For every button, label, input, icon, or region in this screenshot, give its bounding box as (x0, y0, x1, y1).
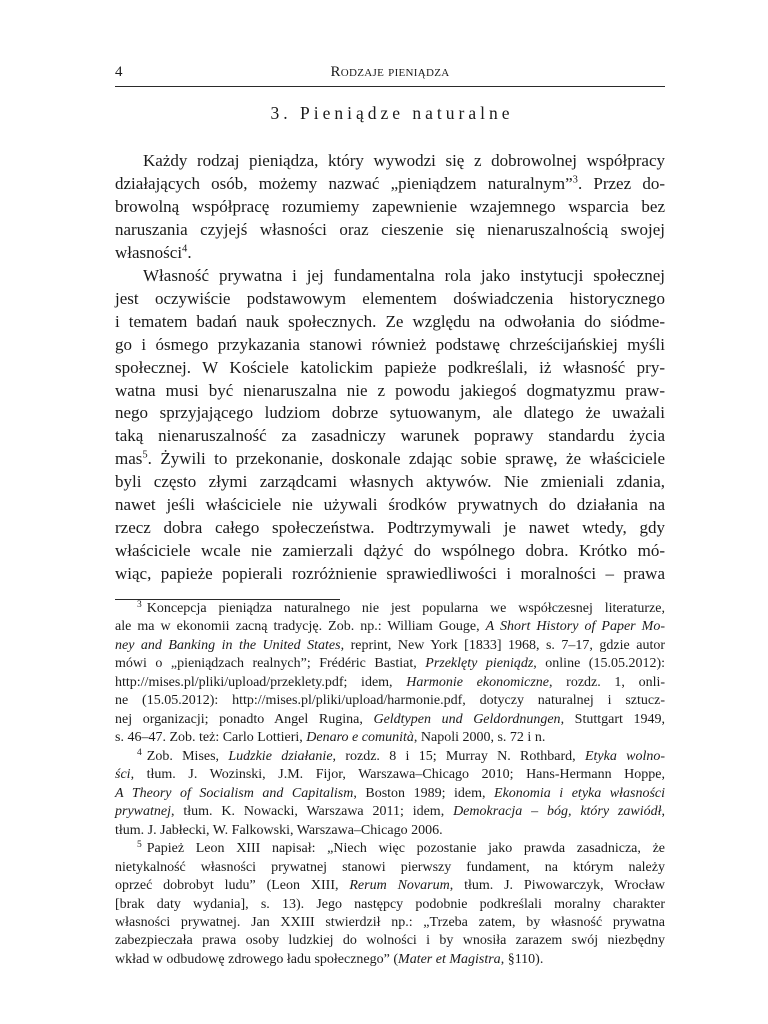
text-run: Koncepcja pieniądza naturalnego nie jest popularna we współczesnej literaturze, (146, 601, 665, 616)
body-line (115, 150, 665, 173)
text-run: , Napoli 2000, s. 72 i n. (413, 730, 546, 746)
text-run: i tematem badań nauk społecznych. Ze względu na odwołania do siódme- (115, 311, 665, 331)
text-run: s. 46–47. Zob. też: Carlo Lottieri, (115, 730, 307, 746)
text-run: , rozdz. 1, onli- (548, 674, 666, 690)
footnote-line (115, 618, 665, 636)
text-run: nawet jeśli właściciele nie używali środków prywatnych do działania na (115, 495, 665, 515)
body-line (115, 288, 665, 311)
body-line (115, 196, 665, 219)
text-run: byli często złymi zarządcami własnych aktywów. Nie zmieniali zdania, (115, 472, 665, 492)
text-run: Własność prywatna i jej fundamentalna rola jako instytucji społecznej (143, 265, 665, 285)
footnote-line (115, 748, 665, 766)
footnote-line (115, 692, 665, 710)
text-run: mówi o „pieniądzach realnych”; Frédéric Bastiat, (115, 656, 426, 672)
text-run: . Żywili to przekonanie, doskonale zdając sobie sprawę, że właściciele (147, 449, 665, 469)
body-line (115, 357, 665, 380)
footnote-line (115, 600, 665, 618)
text-run: , (661, 804, 665, 820)
footnote-5 (115, 840, 665, 969)
footnote-number-3: 3 (137, 599, 142, 610)
cited-title: Demokracja – bóg, który zawiódł (453, 804, 662, 820)
body-line (115, 380, 665, 403)
text-run: własności (115, 242, 183, 262)
footnote-number-5: 5 (137, 839, 142, 850)
footnote-line (115, 729, 665, 747)
page-number: 4 (115, 64, 123, 80)
text-run: ale ma w ekonomii zacną tradycję. Zob. np.: William Gouge, (115, 619, 486, 635)
body-line (115, 494, 665, 517)
footnote-line (115, 655, 665, 673)
footnote-3 (115, 600, 665, 748)
paragraph-2 (115, 265, 665, 586)
cited-title: Ekonomia i etyka własności (494, 785, 665, 801)
text-run: , tłum. K. Nowacki, Warszawa 2011; idem, (171, 804, 454, 820)
text-run: watna musi być nienaruszalna nie z powodu jakiegoś dogmatyzmu praw- (115, 380, 665, 400)
cited-title: Harmonie ekonomiczne (406, 674, 549, 690)
text-run: oprzeć dobrobyt ludu” (Leon XIII, (115, 878, 350, 894)
body-line (115, 311, 665, 334)
cited-title: Mater et Magistra (398, 951, 501, 967)
text-run: jest oczywiście podstawowym elementem doświadczenia historycznego (115, 288, 665, 308)
paragraph-1 (115, 150, 665, 265)
footnote-number-4: 4 (137, 747, 142, 758)
body-line (115, 265, 665, 288)
footnote-line (115, 840, 665, 858)
body-line (115, 540, 665, 563)
text-run: zabezpieczała prawa osoby ludzkiej do wolności i by wnosiła zarazem swój niezbędny (115, 933, 665, 949)
cited-title: ści (115, 767, 131, 783)
footnote-line (115, 877, 665, 895)
text-run: właściciele wcale nie zamierzali dążyć do wspólnego dobra. Krótko mó- (115, 541, 665, 561)
footnote-line (115, 896, 665, 914)
cited-title: Rerum Novarum (349, 878, 450, 894)
text-run: nietykalność własności prywatnej stanowi pierwszy fundament, na którym należy (115, 859, 665, 875)
cited-title: Ludzkie działanie (228, 748, 333, 764)
text-run: , Boston 1989; idem, (353, 785, 495, 801)
body-line (115, 448, 665, 471)
text-run: naruszania czyjejś własności oraz cieszenie się nienaruszalnością swojej (115, 219, 665, 239)
text-run: [brak daty wydania], s. 13). Jego następcy podobnie podkreślali moralny charakter (115, 896, 665, 912)
text-run: tłum. J. Jabłecki, W. Falkowski, Warszawa–Chicago 2006. (115, 822, 443, 838)
cited-title: prywatnej (115, 804, 171, 820)
text-run: , tłum. J. Wozinski, J.M. Fijor, Warszawa–Chicago 2010; Hans-Hermann Hoppe, (130, 767, 665, 783)
text-run: go i ósmego przykazania stanowi również podstawę chrześcijańskiej myśli (115, 334, 665, 354)
text-run: własności prywatnej. Jan XXIII stwierdził np.: „Trzeba zatem, by własność prywatna (115, 914, 665, 930)
body-line (115, 471, 665, 494)
text-run: mas (115, 449, 143, 469)
footnote-line (115, 914, 665, 932)
cited-title: Przeklęty pieniądz (425, 656, 534, 672)
footnote-line (115, 803, 665, 821)
cited-title: Geldtypen und Geldordnungen (373, 711, 561, 727)
footnote-line (115, 674, 665, 692)
text-run: Każdy rodzaj pieniądza, który wywodzi się z dobrowolnej współpracy (143, 151, 665, 170)
body-line (115, 563, 665, 586)
text-run: , reprint, New York [1833] 1968, s. 7–17, gdzie autor (340, 637, 665, 653)
footnote-line (115, 637, 665, 655)
footnote-ref-4: 4 (182, 243, 188, 255)
text-run: , rozdz. 8 i 15; Murray N. Rothbard, (332, 748, 585, 764)
cited-title: ney and Banking in the United States (115, 637, 341, 653)
text-run: wiąc, papieże popierali rozróżnienie sprawiedliwości i moralności – prawa (115, 564, 665, 584)
body-line (115, 242, 665, 265)
cited-title: A Short History of Paper Mo- (485, 619, 665, 635)
text-run: , online (15.05.2012): (533, 656, 665, 672)
text-run: browolną współpracę rozumiemy zapewnienie wzajemnego wsparcia bez (115, 196, 665, 216)
text-run: . (187, 242, 192, 262)
footnote-ref-3: 3 (572, 174, 578, 186)
text-run: nego sprzyjającego ludziom dobrze sytuowanym, ale dlatego że uważali (115, 403, 665, 423)
section-title: 3. Pieniądze naturalne (270, 103, 514, 123)
text-run: Papież Leon XIII napisał: „Niech więc pozostanie jako prawda zasadnicza, że (146, 841, 665, 857)
footnote-line (115, 951, 665, 969)
running-title: Rodzaje pieniądza (330, 64, 450, 80)
text-run: nej organizacji; ponadto Angel Rugina, (115, 711, 374, 727)
text-run: taką nienaruszalność za zasadniczy warunek poprawy standardu życia (115, 426, 665, 446)
footnote-4 (115, 748, 665, 840)
body-line (115, 402, 665, 425)
footnote-line (115, 766, 665, 784)
text-run: Zob. Mises, (146, 748, 229, 764)
footnotes (115, 600, 665, 969)
header-rule (115, 86, 665, 87)
text-run: , tłum. J. Piwowarczyk, Wrocław (449, 878, 666, 894)
cited-title: Etyka wolno- (584, 748, 666, 764)
text-run: , §110). (500, 951, 544, 967)
main-text (115, 150, 665, 586)
text-run: . Przez do- (577, 173, 665, 193)
text-run: wkład w odbudowę zdrowego ładu społecznego” ( (115, 951, 399, 967)
text-run: http://mises.pl/pliki/upload/przeklety.pdf; idem, (115, 674, 407, 690)
body-line (115, 334, 665, 357)
footnote-line (115, 711, 665, 729)
text-run: społecznej. W Kościele katolickim papieże podkreślali, iż własność pry- (115, 357, 665, 377)
footnote-line (115, 859, 665, 877)
footnote-line (115, 785, 665, 803)
footnote-ref-5: 5 (142, 450, 148, 462)
body-line (115, 517, 665, 540)
text-run: działających osób, możemy nazwać „pieniądzem naturalnym” (115, 173, 573, 193)
body-line (115, 173, 665, 196)
cited-title: A Theory of Socialism and Capitalism (115, 785, 354, 801)
running-header (115, 60, 665, 84)
text-run: ne (15.05.2012): http://mises.pl/pliki/upload/harmonie.pdf, dotyczy naturalnej i sztucz- (115, 693, 665, 709)
footnote-line (115, 822, 665, 840)
cited-title: Denaro e comunità (306, 730, 414, 746)
text-run: , Stuttgart 1949, (560, 711, 665, 727)
text-run: rzecz dobra całego społeczeństwa. Podtrzymywali je nawet wtedy, gdy (115, 518, 665, 538)
body-line (115, 425, 665, 448)
footnote-line (115, 932, 665, 950)
body-line (115, 219, 665, 242)
